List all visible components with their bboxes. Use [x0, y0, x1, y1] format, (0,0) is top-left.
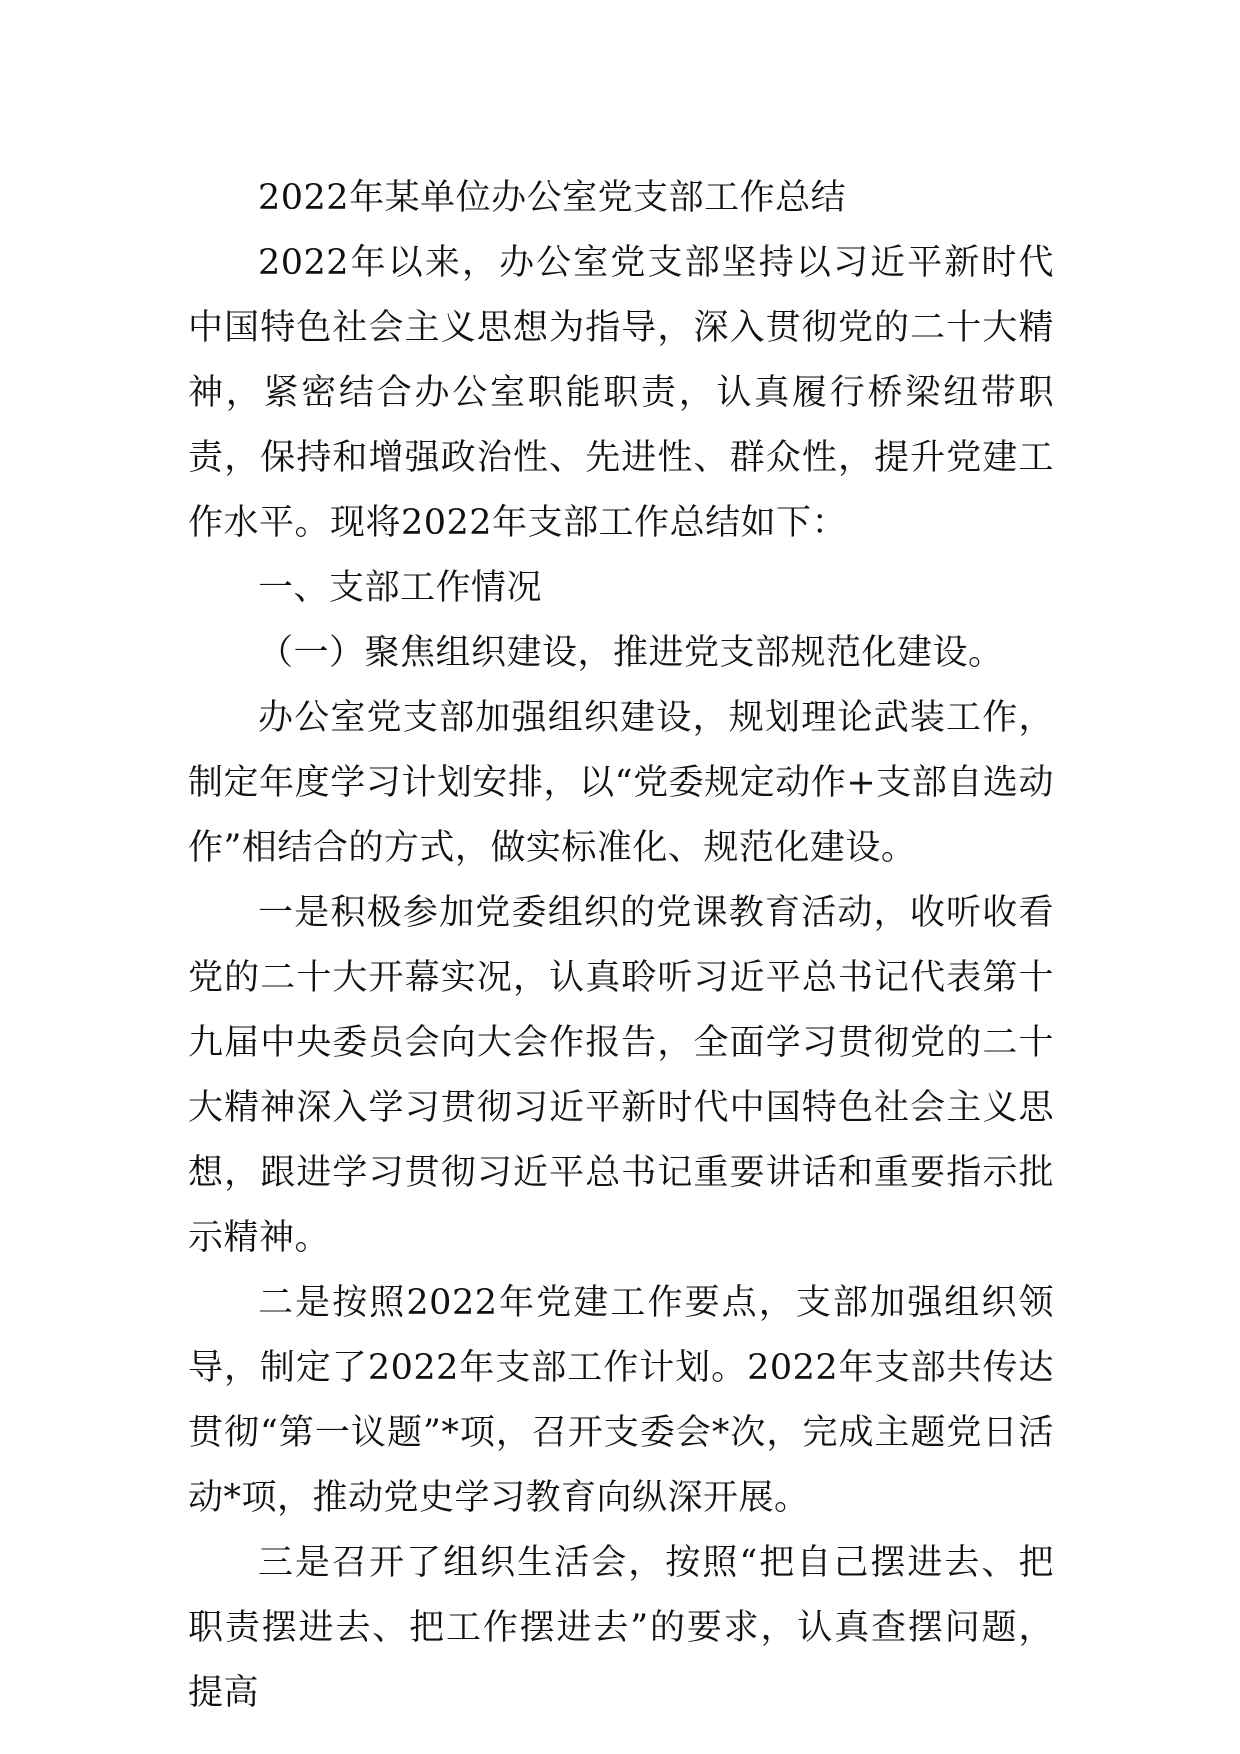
- intro-paragraph: 2022年以来，办公室党支部坚持以习近平新时代中国特色社会主义思想为指导，深入贯彻党的二十大精神，紧密结合办公室职能职责，认真履行桥梁纽带职责，保持和增强政治性、先进性、群众性，提升党建工作水平。现将2022年支部工作总结如下：: [188, 243, 1054, 543]
- document-title: 2022年某单位办公室党支部工作总结: [258, 178, 847, 218]
- subsection-heading-1: （一）聚焦组织建设，推进党支部规范化建设。: [258, 633, 1004, 673]
- document-body: [188, 166, 1054, 1726]
- body-paragraph: 三是召开了组织生活会，按照“把自己摆进去、把职责摆进去、把工作摆进去”的要求，认真查摆问题，提高: [188, 1543, 1054, 1713]
- section-heading-1: 一、支部工作情况: [258, 568, 543, 608]
- body-paragraph: 办公室党支部加强组织建设，规划理论武装工作，制定年度学习计划安排，以“党委规定动作+支部自选动作”相结合的方式，做实标准化、规范化建设。: [188, 698, 1054, 868]
- body-paragraph: 一是积极参加党委组织的党课教育活动，收听收看党的二十大开幕实况，认真聆听习近平总书记代表第十九届中央委员会向大会作报告，全面学习贯彻党的二十大精神深入学习贯彻习近平新时代中国特色社会主义思想，跟进学习贯彻习近平总书记重要讲话和重要指示批示精神。: [188, 893, 1054, 1258]
- body-paragraph: 二是按照2022年党建工作要点，支部加强组织领导，制定了2022年支部工作计划。2022年支部共传达贯彻“第一议题”*项，召开支委会*次，完成主题党日活动*项，推动党史学习教育向纵深开展。: [188, 1283, 1054, 1518]
